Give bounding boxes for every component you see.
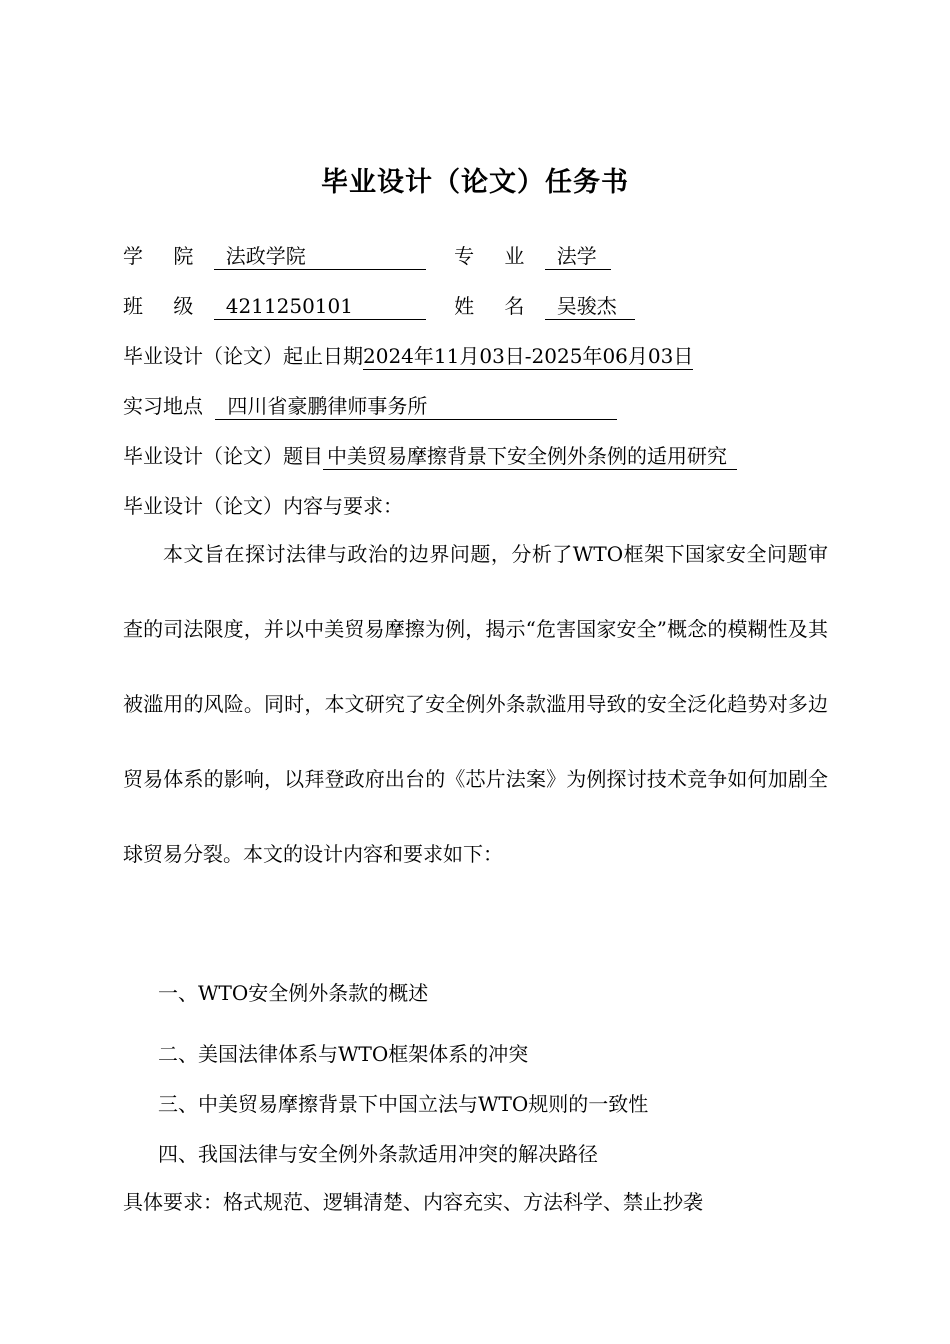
college-major-row xyxy=(123,242,611,270)
period-value: 2024年11月03日-2025年06月03日 xyxy=(363,344,694,368)
college-value: 法政学院 xyxy=(214,243,426,270)
content-item-4: 四、我国法律与安全例外条款适用冲突的解决路径 xyxy=(158,1142,598,1166)
class-label: 班 级 xyxy=(123,294,206,318)
document-title: 毕业设计（论文）任务书 xyxy=(321,167,629,198)
period-label: 毕业设计（论文）起止日期 xyxy=(123,344,363,368)
location-label: 实习地点 xyxy=(123,394,203,418)
location-value: 四川省豪鹏律师事务所 xyxy=(215,393,617,420)
class-name-row xyxy=(123,292,635,320)
content-label: 毕业设计（论文）内容与要求： xyxy=(123,494,403,518)
location-row xyxy=(123,392,617,420)
content-item-1: 一、WTO安全例外条款的概述 xyxy=(158,981,429,1005)
content-paragraph: 本文旨在探讨法律与政治的边界问题，分析了WTO框架下国家安全问题审查的司法限度，并以中美贸易摩擦为例，揭示“危害国家安全”概念的模糊性及其被滥用的风险。同时，本文研究了安全例外条款滥用导致的安全泛化趋势对多边贸易体系的影响，以拜登政府出台的《芯片法案》为例探讨技术竞争如何加剧全球贸易分裂。本文的设计内容和要求如下： xyxy=(123,542,828,866)
name-value: 吴骏杰 xyxy=(545,293,635,320)
major-value: 法学 xyxy=(545,243,611,270)
content-item-2: 二、美国法律体系与WTO框架体系的冲突 xyxy=(158,1042,529,1066)
requirements-line: 具体要求：格式规范、逻辑清楚、内容充实、方法科学、禁止抄袭 xyxy=(123,1190,703,1214)
class-value: 4211250101 xyxy=(214,293,426,320)
period-row xyxy=(123,342,693,370)
topic-row xyxy=(123,442,737,470)
college-label: 学 院 xyxy=(123,244,206,268)
topic-value: 中美贸易摩擦背景下安全例外条例的适用研究 xyxy=(323,443,737,470)
topic-label: 毕业设计（论文）题目 xyxy=(123,444,323,468)
name-label: 姓 名 xyxy=(454,294,537,318)
content-item-3: 三、中美贸易摩擦背景下中国立法与WTO规则的一致性 xyxy=(158,1092,649,1116)
major-label: 专 业 xyxy=(454,244,537,268)
